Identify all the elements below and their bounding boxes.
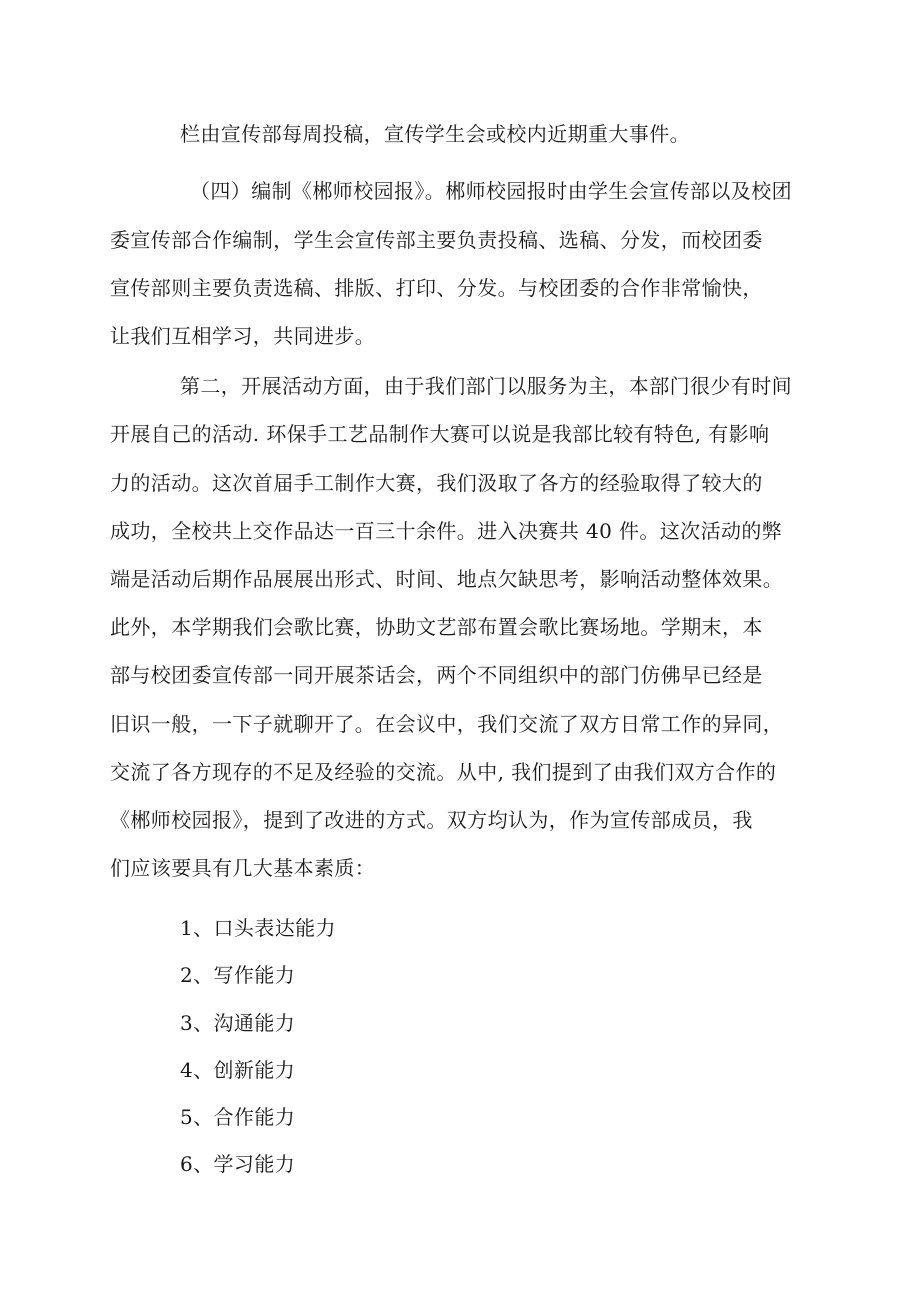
paragraph-line: 交流了各方现存的不足及经验的交流。从中, 我们提到了由我们双方合作的 xyxy=(110,760,777,784)
list-item: 4、创新能力 xyxy=(180,1058,296,1082)
paragraph-line: 《郴师校园报》，提到了改进的方式。双方均认为，作为宣传部成员，我 xyxy=(110,808,753,832)
list-item: 6、学习能力 xyxy=(180,1152,296,1176)
list-item: 1、口头表达能力 xyxy=(180,916,336,940)
paragraph-line: 第二，开展活动方面，由于我们部门以服务为主，本部门很少有时间 xyxy=(180,374,792,398)
paragraph-line: 旧识一般，一下子就聊开了。在会议中，我们交流了双方日常工作的异同， xyxy=(110,712,784,736)
paragraph-line: 栏由宣传部每周投稿，宣传学生会或校内近期重大事件。 xyxy=(180,122,690,146)
paragraph-line: 们应该要具有几大基本素质： xyxy=(110,856,376,880)
list-item: 2、写作能力 xyxy=(180,963,296,987)
paragraph-line: 开展自己的活动. 环保手工艺品制作大赛可以说是我部比较有特色, 有影响 xyxy=(110,422,770,446)
paragraph-line: 此外，本学期我们会歌比赛，协助文艺部布置会歌比赛场地。学期末，本 xyxy=(110,615,763,639)
paragraph-line: 宣传部则主要负责选稿、排版、打印、分发。与校团委的合作非常愉快， xyxy=(110,276,763,300)
list-item: 5、合作能力 xyxy=(180,1105,296,1129)
paragraph-line: 让我们互相学习，共同进步。 xyxy=(110,324,376,348)
paragraph-line: 成功，全校共上交作品达一百三十余件。进入决赛共 40 件。这次活动的弊 xyxy=(110,519,783,543)
paragraph-line: 力的活动。这次首届手工制作大赛，我们汲取了各方的经验取得了较大的 xyxy=(110,471,763,495)
paragraph-line: 委宣传部合作编制，学生会宣传部主要负责投稿、选稿、分发，而校团委 xyxy=(110,228,763,252)
paragraph-line: 部与校团委宣传部一同开展茶话会，两个不同组织中的部门仿佛早已经是 xyxy=(110,663,763,687)
list-item: 3、沟通能力 xyxy=(180,1011,296,1035)
paragraph-line: 端是活动后期作品展展出形式、时间、地点欠缺思考，影响活动整体效果。 xyxy=(110,567,784,591)
paragraph-line: （四）编制《郴师校园报》。郴师校园报时由学生会宣传部以及校团 xyxy=(190,179,792,203)
